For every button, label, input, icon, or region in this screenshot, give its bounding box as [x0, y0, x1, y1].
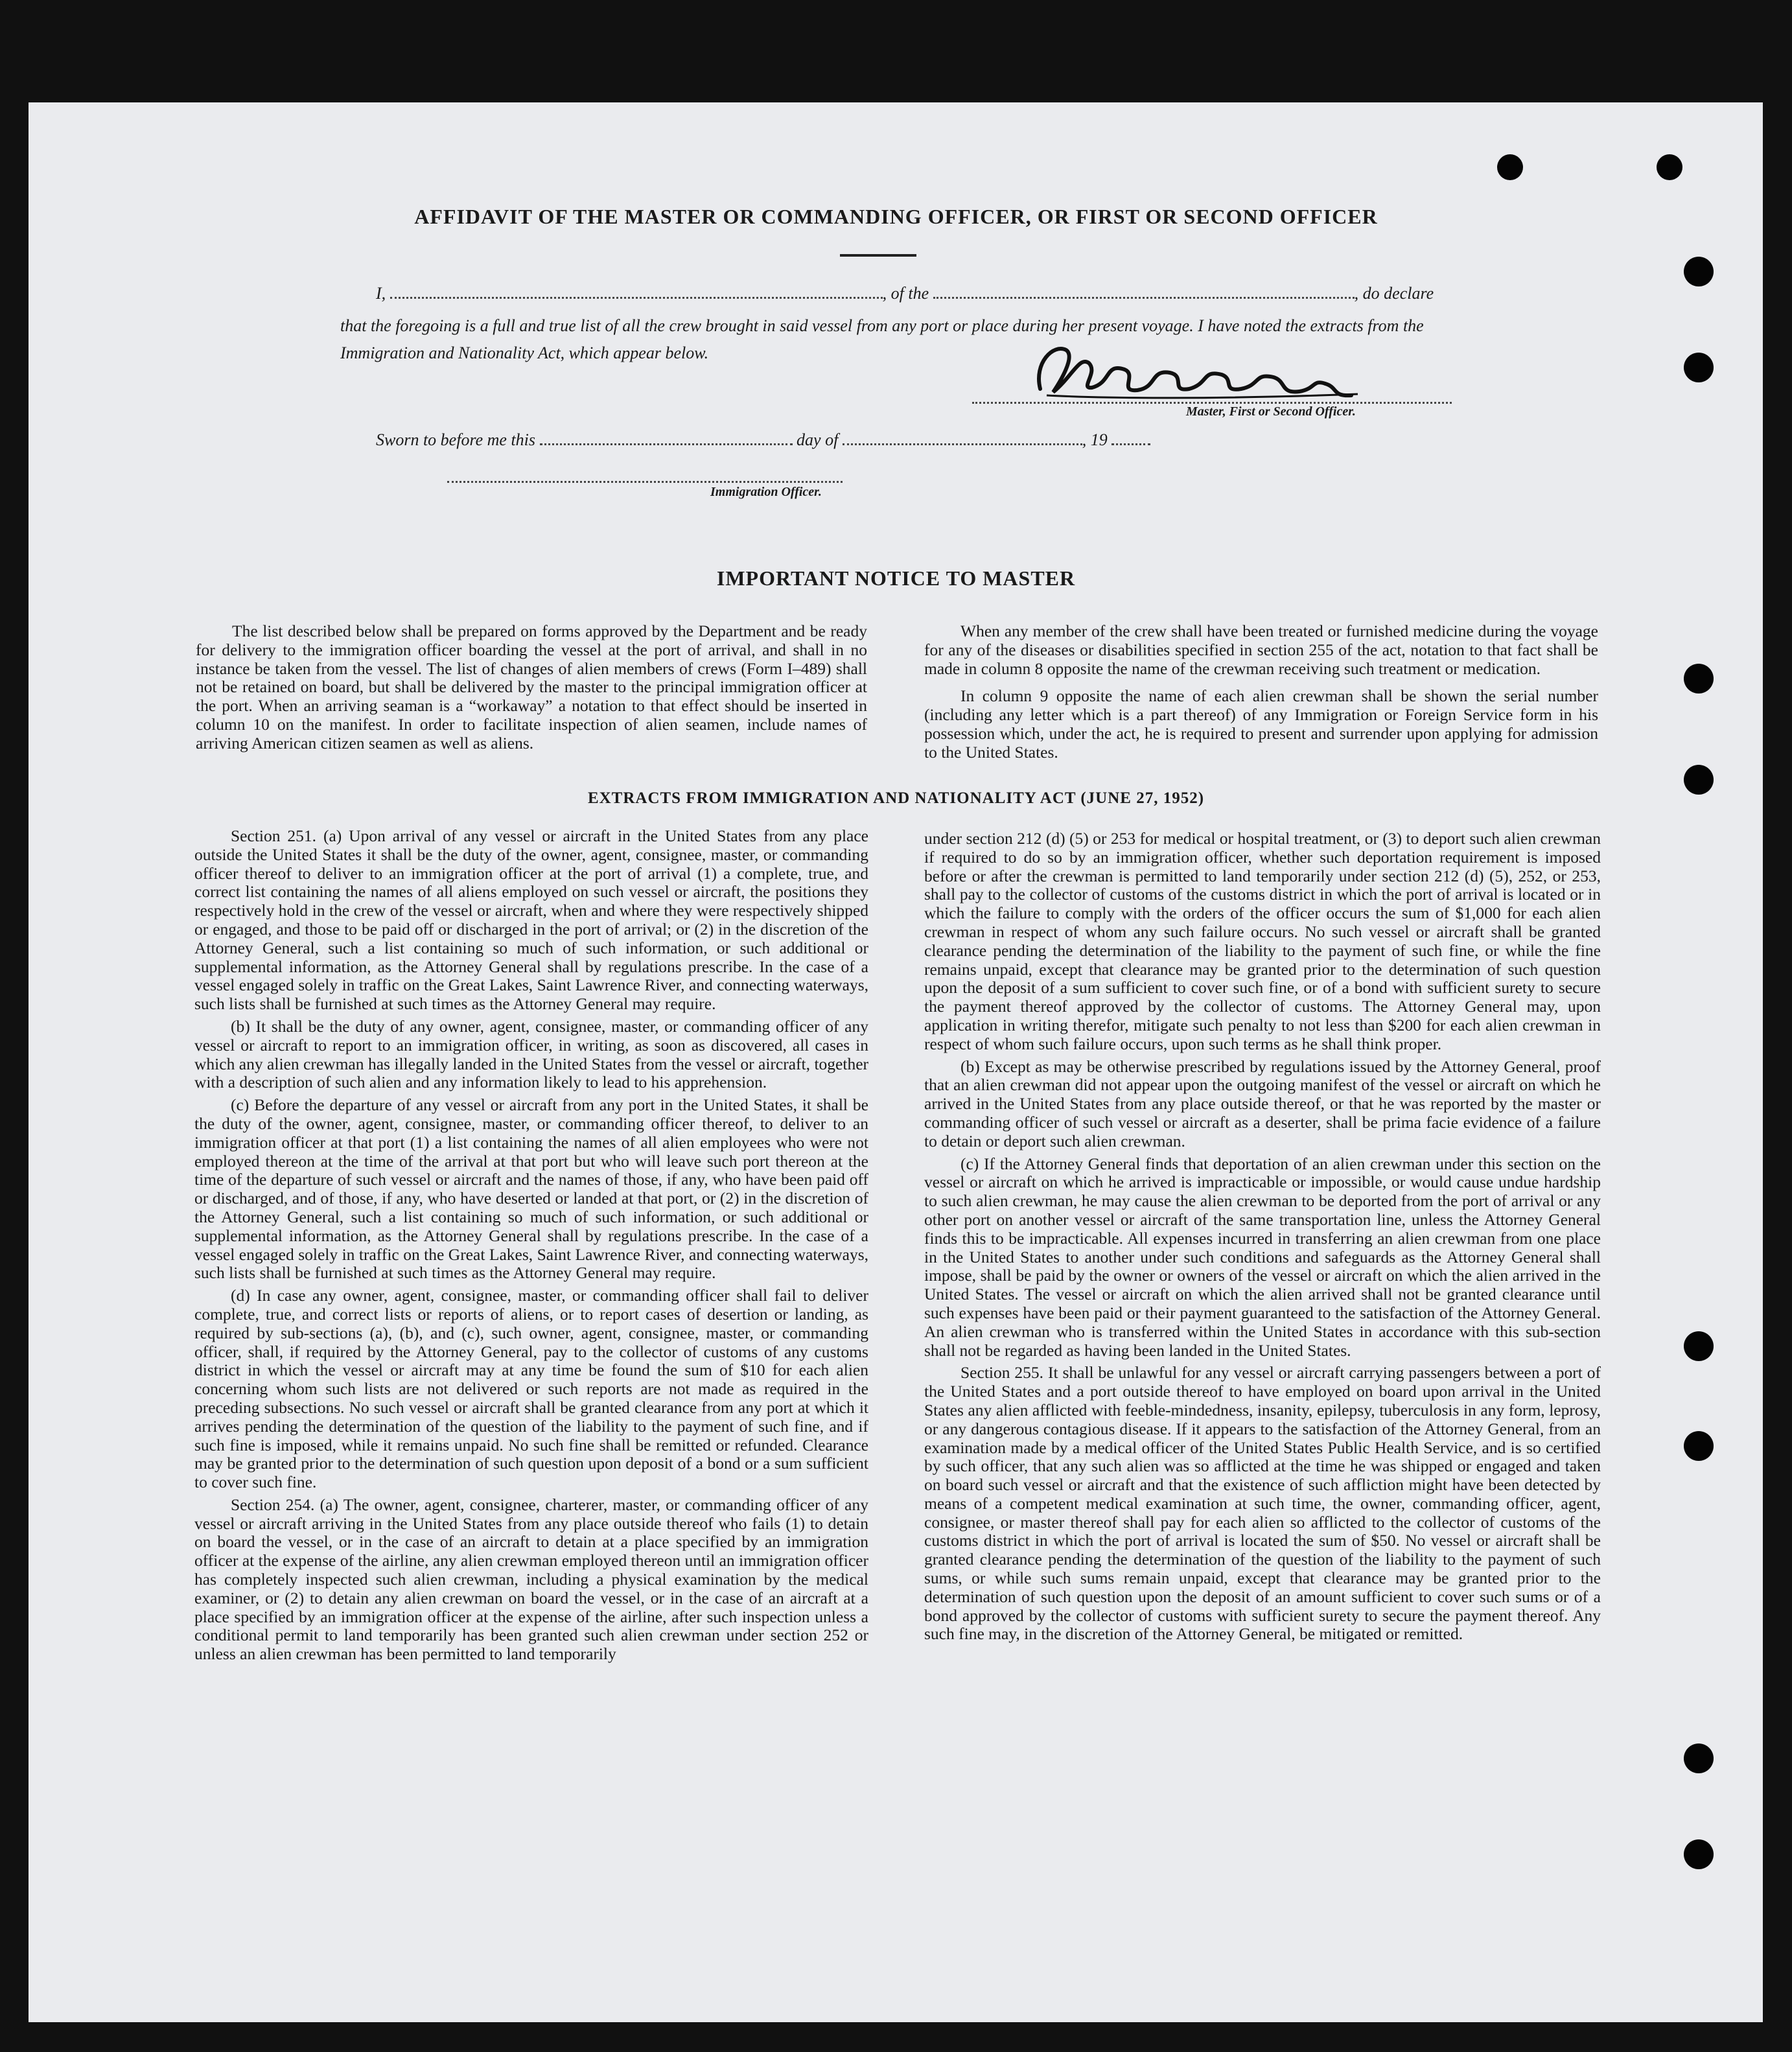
- section-251c-paragraph: (c) Before the departure of any vessel or aircraft from any port in the United States, it shall be the duty of the owner, agent, consignee, master, or commanding officer thereof, to deliver to an immigration officer at that port (1) a list containing the names of all alien employees who were not employed thereon at the time of the arrival at that port but who will leave such port thereon at the time of the departure of such vessel or aircraft and the names of those, if any, who have been paid off or discharged, and of those, if any, who have deserted or landed at that port, or (2) in the discretion of the Attorney General, such a list containing so much of such information, or such additional or supplemental information, as the Attorney General shall by regulations prescribe. In the case of a vessel engaged solely in traffic on the Great Lakes, Saint Lawrence River, and connecting waterways, such lists shall be furnished at such times as the Attorney General may require.: [194, 1095, 868, 1283]
- immigration-officer-line[interactable]: [447, 481, 843, 483]
- punch-hole: [1684, 1839, 1714, 1869]
- of-the-label: , of the: [882, 284, 929, 303]
- punch-hole: [1497, 154, 1523, 180]
- notice-left-column: [196, 622, 867, 757]
- day-of-label: day of: [797, 430, 839, 449]
- section-251d-paragraph: (d) In case any owner, agent, consignee, master, or commanding officer shall fail to deliver complete, true, and correct lists or reports of aliens, or to report cases of desertion or landing, as required by sub-sections (a), (b), and (c), such owner, agent, consignee, master, or commanding officer, shall, if required by the Attorney General, pay to the collector of customs of any customs district in which the vessel or aircraft may at any time be found the sum of $10 for each alien concerning whom such lists are not delivered or such reports are not made as required in the preceding subsections. No such vessel or aircraft shall be granted clearance from any port at which it arrives pending the determination of the question of the liability to the payment of such fine, and if such fine is imposed, while it remains unpaid. No such fine shall be remitted or refunded. Clearance may be granted prior to the determination of such question upon deposit of a bond or a sum sufficient to cover such fine.: [194, 1286, 868, 1492]
- punch-hole: [1684, 257, 1714, 286]
- notice-paragraph: In column 9 opposite the name of each alien crewman shall be shown the serial number (including any letter which is a part thereof) of any Immigration or Foreign Service form in his possession which, under the act, he is required to present and surrender upon applying for admission to the United States.: [924, 686, 1598, 762]
- vessel-field[interactable]: [933, 294, 1355, 299]
- signature-line[interactable]: [972, 402, 1452, 404]
- extracts-left-column: [194, 827, 868, 1668]
- declarant-line: [376, 284, 1434, 303]
- extracts-right-column: [924, 830, 1601, 1648]
- punch-hole: [1684, 353, 1714, 382]
- sworn-day-field[interactable]: [540, 441, 793, 445]
- notice-title: IMPORTANT NOTICE TO MASTER: [716, 566, 1076, 590]
- name-field[interactable]: [390, 294, 883, 299]
- section-255-paragraph: Section 255. It shall be unlawful for any vessel or aircraft carrying passengers between a port of the United States and a port outside thereof to have employed on board upon arrival in the United States any alien afflicted with feeble-mindedness, insanity, epilepsy, tuberculosis in any form, leprosy, or any dangerous contagious disease. If it appears to the satisfaction of the Attorney General, from an examination made by a medical officer of the United States Public Health Service, and is so certified by such officer, that any such alien was so afflicted at the time he was shipped or engaged and taken on board such vessel or aircraft and that the existence of such affliction might have been detected by means of a competent medical examination at such time, the owner, commanding officer, agent, consignee, or master thereof shall pay for each alien so afflicted to the collector of customs of the customs district in which the port of arrival is located the sum of $50. No vessel or aircraft shall be granted clearance pending the determination of the question of the liability to the payment of such sums, or while such sums remain unpaid, except that clearance may be granted prior to the determination of such question upon the deposit of an amount sufficient to cover such sums or of a bond approved by the collector of customs with sufficient surety to secure the payment thereof. Any such fine may, in the discretion of the Attorney General, be mitigated or remitted.: [924, 1363, 1601, 1644]
- signature-caption: Master, First or Second Officer.: [1186, 404, 1356, 419]
- do-declare-label: , do declare: [1354, 284, 1434, 303]
- signature-mark: [1027, 337, 1364, 408]
- section-251b-paragraph: (b) It shall be the duty of any owner, agent, consignee, master, or commanding officer of any vessel or aircraft to report to an immigration officer, in writing, as soon as discovered, all cases in which any alien crewman has illegally landed in the United States from the vessel or aircraft, together with a description of such alien and any information likely to lead to his apprehension.: [194, 1016, 868, 1092]
- punch-hole: [1684, 1743, 1714, 1773]
- extracts-title: EXTRACTS FROM IMMIGRATION AND NATIONALITY ACT (JUNE 27, 1952): [587, 789, 1205, 807]
- i-label: I,: [376, 284, 386, 303]
- year-label: , 19: [1082, 430, 1108, 449]
- immigration-officer-caption: Immigration Officer.: [710, 485, 822, 499]
- title-divider: [840, 254, 916, 257]
- declaration-text: that the foregoing is a full and true list of all the crew brought in said vessel from any port or place during her present voyage. I have noted the extracts from the Immigration and Nationality Act, which appear below.: [340, 316, 1424, 362]
- sworn-line: [376, 430, 1150, 450]
- section-254a-continued: under section 212 (d) (5) or 253 for medical or hospital treatment, or (3) to deport such alien crewman if required to do so by an immigration officer, whether such deportation requirement is imposed before or after the crewman is permitted to land temporarily under section 212 (d) (5), 252, or 253, shall pay to the collector of customs of the customs district in which the port of arrival is located or in which the failure to comply with the orders of the officer occurs the sum of $1,000 for each alien crewman in respect of whom any such failure occurs. No such vessel or aircraft shall be granted clearance pending the determination of the liability to the payment of such fine, or while the fine remains unpaid, except that clearance may be granted prior to the determination of such question upon the deposit of a sum sufficient to cover such fine, or of a bond with sufficient surety to secure the payment thereof approved by the collector of customs. The Attorney General may, upon application in writing therefor, mitigate such penalty to not less than $200 for each alien crewman in respect of whom such failure occurs, upon such terms as he shall think proper.: [924, 829, 1601, 1053]
- notice-paragraph: When any member of the crew shall have been treated or furnished medicine during the voyage for any of the diseases or disabilities specified in section 255 of the act, notation to that fact shall be made in column 8 opposite the name of the crewman receiving such treatment or medication.: [924, 622, 1598, 678]
- punch-hole: [1684, 664, 1714, 694]
- section-254b-paragraph: (b) Except as may be otherwise prescribed by regulations issued by the Attorney General, proof that an alien crewman did not appear upon the outgoing manifest of the vessel or aircraft on which he arrived in the United States from any place outside thereof, or that he was reported by the master or commanding officer of such vessel or aircraft as a deserter, shall be prima facie evidence of a failure to detain or deport such alien crewman.: [924, 1056, 1601, 1150]
- punch-hole: [1657, 154, 1682, 180]
- section-254c-paragraph: (c) If the Attorney General finds that deportation of an alien crewman under this section on the vessel or aircraft on which he arrived is impracticable or impossible, or would cause undue hardship to such alien crewman, he may cause the alien crewman to be deported from the port of arrival or any other port on another vessel or aircraft of the same transportation line, unless the Attorney General finds this to be impracticable. All expenses incurred in transferring an alien crewman from one place in the United States to another under such conditions and safeguards as the Attorney General shall impose, shall be paid by the owner or owners of the vessel or aircraft on which the alien arrived in the United States. The vessel or aircraft on which the alien arrived shall not be granted clearance until such expenses have been paid or their payment guaranteed to the satisfaction of the Attorney General. An alien crewman who is transferred within the United States in accordance with this sub-section shall not be regarded as having been landed in the United States.: [924, 1154, 1601, 1360]
- section-251a-paragraph: Section 251. (a) Upon arrival of any vessel or aircraft in the United States from any place outside the United States it shall be the duty of the owner, agent, consignee, master, or commanding officer thereof to deliver to an immigration officer at the port of arrival (1) a complete, true, and correct list containing the names of all aliens employed on such vessel or aircraft, the positions they respectively hold in the crew of the vessel or aircraft, when and where they were respectively shipped or engaged, and those to be paid off or discharged in the port of arrival; or (2) in the discretion of the Attorney General, such a list containing so much of such information, or such additional or supplemental information, as the Attorney General shall by regulations prescribe. In the case of a vessel engaged solely in traffic on the Great Lakes, Saint Lawrence River, and connecting waterways, such lists shall be furnished at such times as the Attorney General may require.: [194, 826, 868, 1014]
- sworn-label: Sworn to before me this: [376, 430, 536, 449]
- sworn-month-field[interactable]: [843, 441, 1082, 445]
- notice-paragraph: The list described below shall be prepared on forms approved by the Department and be ready for delivery to the immigration officer boarding the vessel at the port of arrival, and shall in no instance be taken from the vessel. The list of changes of alien members of crews (Form I–489) shall not be retained on board, but shall be delivered by the master to the principal immigration officer at the port. When an arriving seaman is a “workaway” a notation to that effect should be inserted in column 10 on the manifest. In order to facilitate inspection of alien seamen, include names of arriving American citizen seamen as well as aliens.: [196, 622, 867, 752]
- punch-hole: [1684, 1431, 1714, 1461]
- punch-hole: [1684, 1331, 1714, 1361]
- sworn-year-field[interactable]: [1111, 441, 1150, 445]
- notice-right-column: [924, 622, 1598, 766]
- section-254a-paragraph: Section 254. (a) The owner, agent, consignee, charterer, master, or commanding officer of any vessel or aircraft arriving in the United States from any place outside thereof who fails (1) to detain on board the vessel, or in the case of an aircraft to detain at a place specified by an immigration officer at the expense of the airline, any alien crewman employed thereon until an immigration officer has completely inspected such alien crewman, including a physical examination by the medical examiner, or (2) to detain any alien crewman on board the vessel, or in the case of an aircraft at a place specified by an immigration officer at the expense of the airline, after such inspection unless a conditional permit to land temporarily has been granted such alien crewman under section 252 or unless an alien crewman has been permitted to land temporarily: [194, 1495, 868, 1664]
- affidavit-title: AFFIDAVIT OF THE MASTER OR COMMANDING OFFICER, OR FIRST OR SECOND OFFICER: [414, 205, 1378, 228]
